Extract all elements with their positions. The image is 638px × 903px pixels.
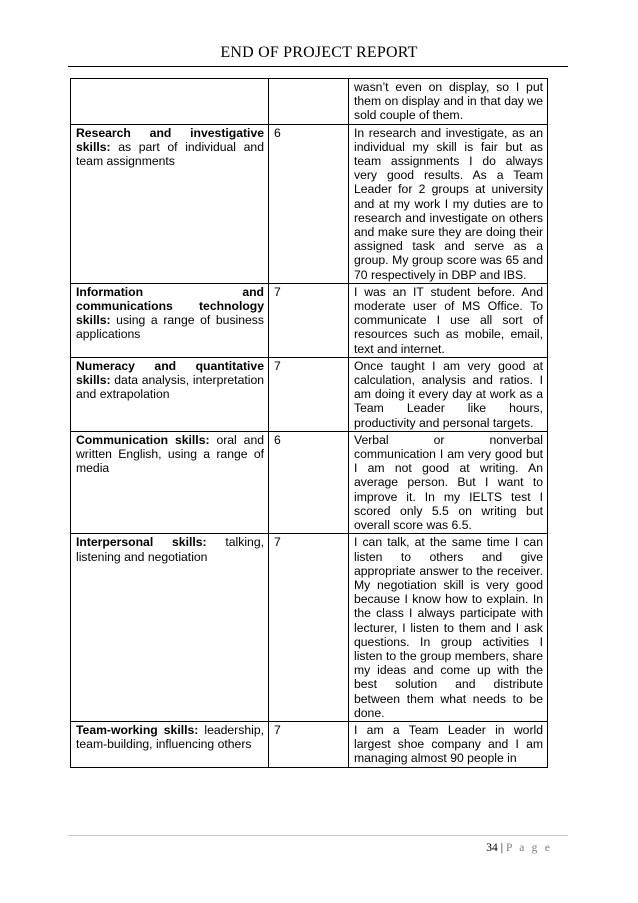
page-word: P a g e	[506, 842, 552, 854]
table-row	[71, 283, 548, 357]
skill-description: using a range of business applications	[76, 313, 264, 342]
skill-cell	[71, 431, 269, 533]
skill-description: leadership, team-building, influencing others	[76, 722, 264, 752]
table-row	[71, 534, 548, 722]
comment-cell: Once taught I am very good at calculation, analysis and ratios. I am doing it every day at work as a Team Leader like hours, productivity and personal targets.	[349, 357, 548, 431]
skill-name: Information and communications technology skills:	[76, 284, 264, 328]
page-number: 34	[486, 842, 498, 854]
rating-cell: 6	[269, 431, 349, 533]
comment-cell: wasn’t even on display, so I put them on display and in that day we sold couple of them.	[349, 79, 548, 125]
skill-cell	[71, 534, 269, 722]
comment-cell: I am a Team Leader in world largest shoe company and I am managing almost 90 people in	[349, 721, 548, 767]
rating-cell: 7	[269, 721, 349, 767]
skill-name: Communication skills:	[76, 432, 210, 447]
skill-cell	[71, 79, 269, 125]
page-separator: |	[500, 842, 504, 854]
skill-cell	[71, 124, 269, 283]
table-row	[71, 79, 548, 125]
comment-cell: Verbal or nonverbal communication I am very good but I am not good at writing. An average person. But I want to improve it. In my IELTS test I scored only 5.5 on writing but overall score was 6.5.	[349, 431, 548, 533]
comment-cell: In research and investigate, as an individual my skill is fair but as team assignments I do always very good results. As a Team Leader for 2 groups at university and at my work I my duties are to research and investigate on others and make sure they are doing their assigned task and serve as a group. My group score was 65 and 70 respectively in DBP and IBS.	[349, 124, 548, 283]
skill-name: Team-working skills:	[76, 722, 199, 737]
table-row	[71, 124, 548, 283]
skill-name: Research and investigative skills:	[76, 125, 264, 154]
footer-rule	[68, 835, 568, 836]
skills-table	[70, 78, 548, 768]
rating-cell: 6	[269, 124, 349, 283]
comment-cell: I was an IT student before. And moderate user of MS Office. To communicate I use all sort of resources such as mobile, email, text and internet.	[349, 283, 548, 357]
comment-cell: I can talk, at the same time I can listen to others and give appropriate answer to the receiver. My negotiation skill is very good because I know how to explain. In the class I always participate with lecturer, I listen to them and I ask questions. In group activities I listen to the group members, share my ideas and come up with the best solution and distribute between them what needs to be done.	[349, 534, 548, 722]
rating-cell	[269, 79, 349, 125]
table-row	[71, 431, 548, 533]
skill-cell	[71, 357, 269, 431]
skill-name: Numeracy and quantitative skills:	[76, 358, 264, 388]
table-row	[71, 721, 548, 767]
page-footer	[486, 842, 552, 854]
header-rule	[68, 66, 568, 67]
table-row	[71, 357, 548, 431]
skill-cell	[71, 283, 269, 357]
rating-cell: 7	[269, 357, 349, 431]
skill-description: oral and written English, using a range of media	[76, 432, 264, 476]
skill-description: talking, listening and negotiation	[76, 535, 264, 564]
skill-description: data analysis, interpretation and extrapolation	[76, 373, 264, 402]
skill-description: as part of individual and team assignments	[76, 139, 264, 169]
rating-cell: 7	[269, 534, 349, 722]
rating-cell: 7	[269, 283, 349, 357]
skill-name: Interpersonal skills:	[76, 535, 207, 550]
skill-cell	[71, 721, 269, 767]
page-header-title: END OF PROJECT REPORT	[220, 44, 418, 61]
